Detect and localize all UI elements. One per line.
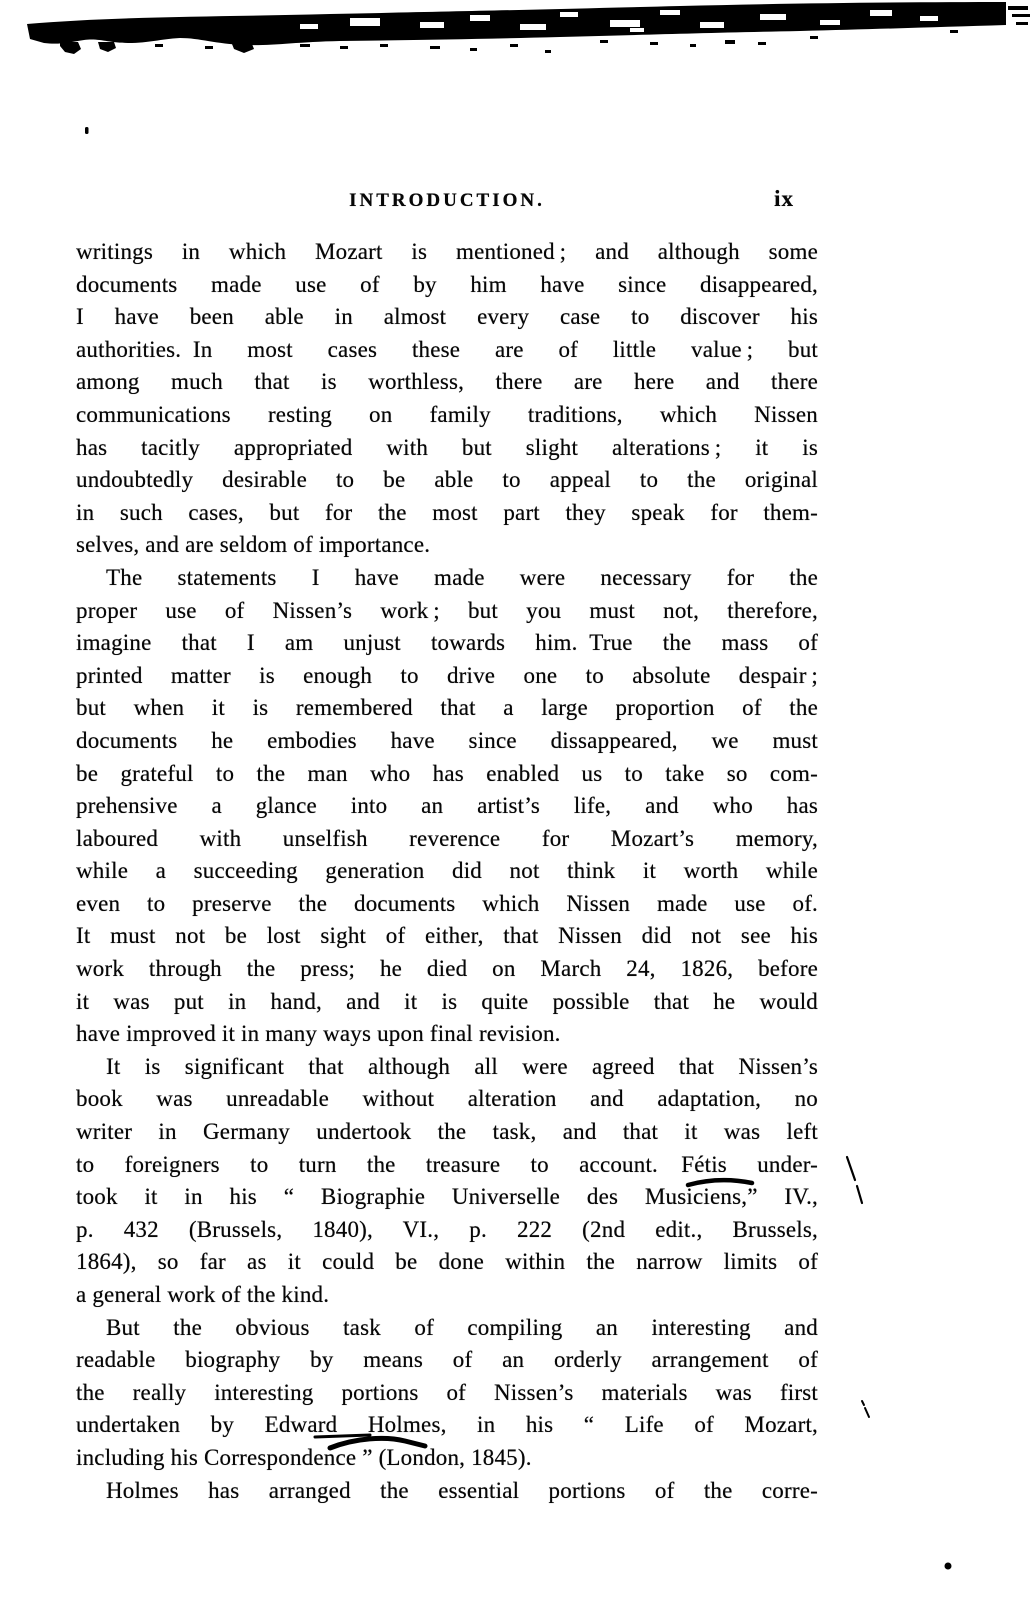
text-line: in such cases, but for the most part they speak for them- (76, 499, 818, 525)
text-line: prehensive a glance into an artist’s life, and who has (76, 793, 818, 819)
text-line: writer in Germany undertook the task, and that it was left (76, 1119, 818, 1145)
running-header (76, 186, 818, 212)
paragraph (76, 1312, 818, 1475)
text-line: be grateful to the man who has enabled us to take so com- (76, 760, 818, 786)
text-line: readable biography by means of an orderly arrangement of (76, 1347, 818, 1373)
text-block (76, 236, 818, 1507)
paragraph (76, 562, 818, 1051)
text-line: undoubtedly desirable to be able to appeal to the original (76, 467, 818, 493)
text-line: authorities. In most cases these are of little value ; but (76, 336, 818, 362)
text-line: among much that is worthless, there are here and there (76, 369, 818, 395)
text-line: printed matter is enough to drive one to absolute despair ; (76, 662, 818, 688)
text-line: even to preserve the documents which Nissen made use of. (76, 890, 818, 916)
ink-dot-bottom-right (945, 1563, 952, 1570)
text-line: writings in which Mozart is mentioned ; and although some (76, 239, 818, 264)
text-line: including his Correspondence ” (London, 1845). (76, 1444, 532, 1470)
paragraph (76, 1475, 818, 1508)
text-line: documents made use of by him have since disappeared, (76, 271, 818, 297)
text-line: work through the press; he died on March 24, 1826, before (76, 956, 818, 982)
page-title: INTRODUCTION. (349, 190, 545, 211)
ink-speck-top-left (85, 127, 89, 134)
text-line: a general work of the kind. (76, 1282, 330, 1307)
paragraph (76, 236, 818, 562)
text-line: took it in his “ Biographie Universelle des Musiciens,” IV., (76, 1184, 818, 1210)
text-line: has tacitly appropriated with but slight alterations ; it is (76, 434, 818, 460)
paragraph (76, 1051, 818, 1312)
text-line: imagine that I am unjust towards him. True the mass of (76, 630, 818, 656)
text-line: it was put in hand, and it is quite possible that he would (76, 988, 818, 1014)
text-line: It is significant that although all were agreed that Nissen’s (106, 1053, 818, 1079)
text-line: It must not be lost sight of either, that Nissen did not see his (76, 923, 818, 949)
text-line: communications resting on family traditions, which Nissen (76, 401, 818, 427)
pencil-margin-tick-mark (862, 1401, 869, 1417)
page-number: ix (774, 186, 794, 211)
text-line: but when it is remembered that a large proportion of the (76, 695, 818, 721)
text-line: I have been able in almost every case to discover his (76, 304, 818, 330)
text-line: p. 432 (Brussels, 1840), VI., p. 222 (2nd edit., Brussels, (76, 1216, 818, 1242)
scan-edge-holes (300, 10, 938, 32)
text-line: 1864), so far as it could be done within the narrow limits of (76, 1249, 818, 1275)
text-line: while a succeeding generation did not think it worth while (76, 858, 818, 884)
text-line: But the obvious task of compiling an interesting and (106, 1314, 818, 1340)
text-line: have improved it in many ways upon final revision. (76, 1021, 561, 1047)
text-line: Holmes has arranged the essential portions of the corre- (106, 1477, 818, 1503)
text-line: The statements I have made were necessary for the (106, 564, 818, 590)
pencil-margin-stroke-mark (847, 1157, 862, 1203)
text-line: to foreigners to turn the treasure to account. Fétis under- (76, 1151, 818, 1177)
text-line: documents he embodies have since dissappeared, we must (76, 727, 818, 753)
scan-edge-artifact (27, 2, 1030, 54)
text-line: proper use of Nissen’s work ; but you must not, therefore, (76, 597, 818, 623)
text-line: undertaken by Edward Holmes, in his “ Life of Mozart, (76, 1412, 818, 1438)
text-line: the really interesting portions of Nissen’s materials was first (76, 1379, 818, 1405)
text-line: laboured with unselfish reverence for Mozart’s memory, (76, 825, 818, 851)
text-line: selves, and are seldom of importance. (76, 532, 431, 558)
text-line: book was unreadable without alteration and adaptation, no (76, 1086, 818, 1112)
